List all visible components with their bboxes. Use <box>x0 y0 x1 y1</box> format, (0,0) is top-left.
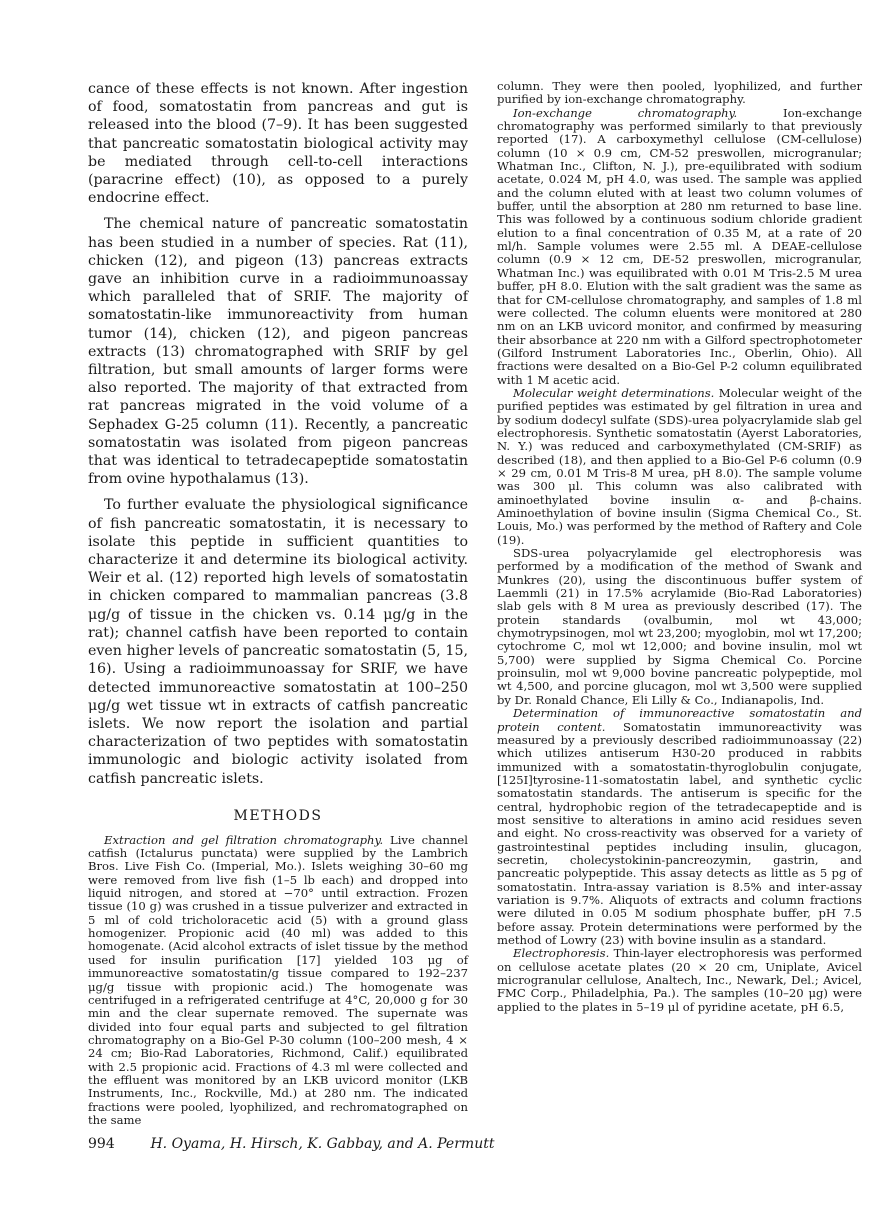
ion-exchange-text: Ion-exchange chromatography was performed similarly to that previously reported (17). A carboxymethyl cellulose (CM-cellulose) column (10 × 0.9 cm, CM-52 preswollen, microgranular; Whatman Inc., Clifton, N. J.), pre-equilibrated with sodium acetate, 0.024 M, pH 4.0, was used. The sample was applied and the column eluted with at least two column volumes of buffer, until the absorption at 280 nm returned to base line. This was followed by a continuous sodium chloride gradient elution to a final concentration of 0.35 M, at a rate of 20 ml/h. Sample volumes were 2.55 ml. A DEAE-cellulose column (0.9 × 12 cm, DE-52 preswollen, microgranular, Whatman Inc.) was equilibrated with 0.01 M Tris-2.5 M urea buffer, pH 8.0. Elution with the salt gradient was the same as that for CM-cellulose chromatography, and samples of 1.8 ml were collected. The column eluents were monitored at 280 nm on an LKB uvicord monitor, and confirmed by measuring their absorbance at 220 nm with a Gilford spectrophotometer (Gilford Instrument Laboratories Inc., Oberlin, Ohio). All fractions were desalted on a Bio-Gel P-2 column equilibrated with 1 M acetic acid. <box>497 105 863 387</box>
extraction-subheading: Extraction and gel filtration chromatography. <box>104 832 384 847</box>
left-column <box>88 80 468 1127</box>
intro-paragraph-2: The chemical nature of pancreatic somatostatin has been studied in a number of species. Rat (11), chicken (12), and pigeon (13) pancreas extracts gave an inhibition curve in a radioimmunoassay which paralleled that of SRIF. The majority of somatostatin-like immunoreactivity from human tumor (14), chicken (12), and pigeon pancreas extracts (13) chromatographed with SRIF by gel filtration, but small amounts of larger forms were also reported. The majority of that extracted from rat pancreas migrated in the void volume of a Sephadex G-25 column (11). Recently, a pancreatic somatostatin was isolated from pigeon pancreas that was identical to tetradecapeptide somatostatin from ovine hypothalamus (13). <box>88 216 468 488</box>
right-column <box>497 80 862 1014</box>
intro-paragraph-3: To further evaluate the physiological significance of fish pancreatic somatostatin, it is necessary to isolate this peptide in sufficient quantities to characterize it and determine its biological activity. Weir et al. (12) reported high levels of somatostatin in chicken compared to mammalian pancreas (3.8 μg/g of tissue in the chicken vs. 0.14 μg/g in the rat); channel catfish have been reported to contain even higher levels of pancreatic somatostatin (5, 15, 16). Using a radioimmunoassay for SRIF, we have detected immunoreactive somatostatin at 100–250 μg/g wet tissue wt in extracts of catfish pancreatic islets. We now report the isolation and partial characterization of two peptides with somatostatin immunologic and biologic activity isolated from catfish pancreatic islets. <box>88 497 468 787</box>
immunoreactive-text: Somatostatin immunoreactivity was measured by a previously described radioimmunoassay (22) which utilizes antiserum H30-20 produced in rabbits immunized with a somatostatin-thyroglobulin conjugate, [125I]tyrosine-11-somatostatin label, and synthetic cyclic somatostatin standards. The antiserum is specific for the central, hydrophobic region of the tetradecapeptide and is most sensitive to alterations in amino acid residues seven and eight. No cross-reactivity was observed for a variety of gastrointestinal peptides including insulin, glucagon, secretin, cholecystokinin-pancreozymin, gastrin, and pancreatic polypeptide. This assay detects as little as 5 pg of somatostatin. Intra-assay variation is 8.5% and inter-assay variation is 9.7%. Aliquots of extracts and column fractions were diluted in 0.05 M sodium phosphate buffer, pH 7.5 before assay. Protein determinations were performed by the method of Lowry (23) with bovine insulin as a standard. <box>497 719 862 947</box>
ion-exchange-paragraph <box>497 107 862 387</box>
intro-paragraph-1: cance of these effects is not known. After ingestion of food, somatostatin from pancreas and gut is released into the blood (7–9). It has been suggested that pancreatic somatostatin biological activity may be mediated through cell-to-cell interactions (paracrine effect) (10), as opposed to a purely endocrine effect. <box>88 81 468 207</box>
immunoreactive-subheading: Determination of immunoreactive somatostatin and protein content. <box>497 706 862 734</box>
extraction-text: Live channel catfish (Ictalurus punctata) were supplied by the Lambrich Bros. Live Fish Co. (Imperial, Mo.). Islets weighing 30–60 mg were removed from live fish (1–5 lb each) and dropped into liquid nitrogen, and stored at −70° until extraction. Frozen tissue (10 g) was crushed in a tissue pulverizer and extracted in 5 ml of cold tricholoracetic acid (5) with a ground glass homogenizer. Propionic acid (40 ml) was added to this homogenate. (Acid alcohol extracts of islet tissue by the method used for insulin purification [17] yielded 103 μg of immunoreactive somatostatin/g tissue compared to 192–237 μg/g tissue with propionic acid.) The homogenate was centrifuged in a refrigerated centrifuge at 4°C, 20,000 g for 30 min and the clear supernate removed. The supernate was divided into four equal parts and subjected to gel filtration chromatography on a Bio-Gel P-30 column (100–200 mesh, 4 × 24 cm; Bio-Rad Laboratories, Richmond, Calif.) equilibrated with 2.5 propionic acid. Fractions of 4.3 ml were collected and the effluent was monitored by an LKB uvicord monitor (LKB Instruments, Inc., Rockville, Md.) at 280 nm. The indicated fractions were pooled, lyophilized, and rechromatographed on the same <box>88 832 468 1127</box>
molecular-weight-paragraph <box>497 387 862 547</box>
page-number: 994 <box>88 1136 115 1152</box>
ion-exchange-subheading: Ion-exchange chromatography. <box>513 105 738 120</box>
page-footer <box>88 1136 788 1152</box>
electrophoresis-text: Thin-layer electrophoresis was performed on cellulose acetate plates (20 × 20 cm, Uniplate, Avicel microgranular cellulose, Analtech, Inc., Newark, Del.; Avicel, FMC Corp., Philadelphia, Pa.). The samples (10–20 μg) were applied to the plates in 5–19 μl of pyridine acetate, pH 6.5, <box>497 946 862 1014</box>
molecular-weight-subheading: Molecular weight determinations. <box>513 385 715 400</box>
electrophoresis-paragraph <box>497 947 862 1014</box>
methods-heading: METHODS <box>233 807 323 824</box>
electrophoresis-subheading: Electrophoresis. <box>513 946 610 961</box>
immunoreactive-paragraph <box>497 707 862 947</box>
running-authors: H. Oyama, H. Hirsch, K. Gabbay, and A. Permutt <box>150 1136 495 1152</box>
methods-extraction-paragraph <box>88 834 468 1128</box>
continued-paragraph: column. They were then pooled, lyophilized, and further purified by ion-exchange chromatography. <box>497 79 862 107</box>
sds-paragraph: SDS-urea polyacrylamide gel electrophoresis was performed by a modification of the method of Swank and Munkres (20), using the discontinuous buffer system of Laemmli (21) in 17.5% acrylamide (Bio-Rad Laboratories) slab gels with 8 M urea as previously described (17). The protein standards (ovalbumin, mol wt 43,000; chymotrypsinogen, mol wt 23,200; myoglobin, mol wt 17,200; cytochrome C, mol wt 12,000; and bovine insulin, mol wt 5,700) were supplied by Sigma Chemical Co. Porcine proinsulin, mol wt 9,000 bovine pancreatic polypeptide, mol wt 4,500, and porcine glucagon, mol wt 3,500 were supplied by Dr. Ronald Chance, Eli Lilly & Co., Indianapolis, Ind. <box>497 546 862 707</box>
molecular-weight-text: Molecular weight of the purified peptides was estimated by gel filtration in urea and by sodium dodecyl sulfate (SDS)-urea polyacrylamide slab gel electrophoresis. Synthetic somatostatin (Ayerst Laboratories, N. Y.) was reduced and carboxymethylated (CM-SRIF) as described (18), and then applied to a Bio-Gel P-6 column (0.9 × 29 cm, 0.01 M Tris-8 M urea, pH 8.0). The sample volume was 300 μl. This column was also calibrated with aminoethylated bovine insulin α- and β-chains. Aminoethylation of bovine insulin (Sigma Chemical Co., St. Louis, Mo.) was performed by the method of Raftery and Cole (19). <box>497 385 862 547</box>
